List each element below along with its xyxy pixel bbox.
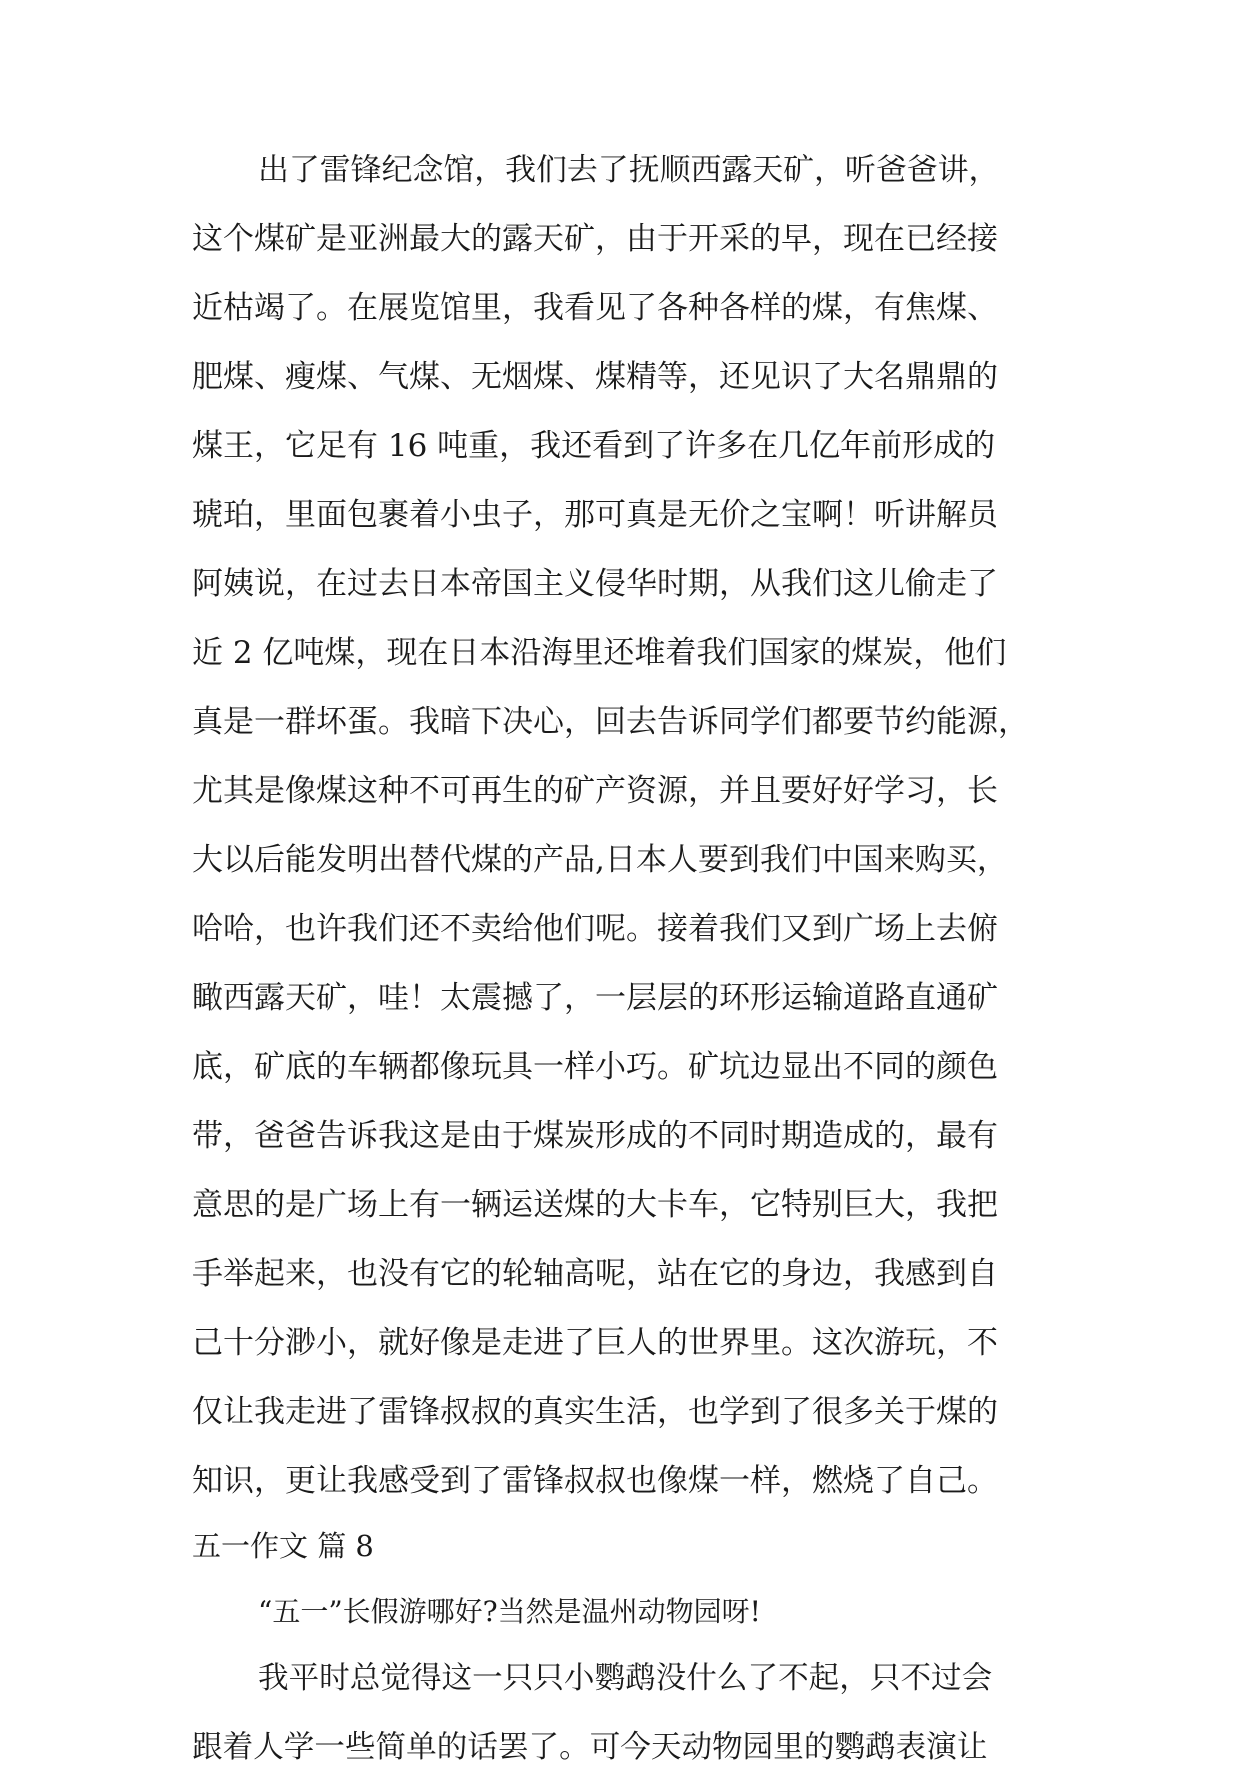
- paragraph-line: 煤王，它足有 16 吨重，我还看到了许多在几亿年前形成的: [192, 428, 996, 464]
- paragraph-line: 哈哈，也许我们还不卖给他们呢。接着我们又到广场上去俯: [192, 911, 998, 947]
- paragraph-line: 近 2 亿吨煤，现在日本沿海里还堆着我们国家的煤炭，他们: [192, 635, 1007, 671]
- paragraph-line: 己十分渺小，就好像是走进了巨人的世界里。这次游玩，不: [192, 1325, 998, 1361]
- paragraph-line: 真是一群坏蛋。我暗下决心，回去告诉同学们都要节约能源，: [192, 704, 1029, 740]
- paragraph-line: 肥煤、瘦煤、气煤、无烟煤、煤精等，还见识了大名鼎鼎的: [192, 359, 998, 395]
- paragraph-line: 带，爸爸告诉我这是由于煤炭形成的不同时期造成的，最有: [192, 1118, 998, 1154]
- section-heading: 五一作文 篇 8: [192, 1529, 374, 1563]
- paragraph-line: 瞰西露天矿，哇！太震撼了，一层层的环形运输道路直通矿: [192, 980, 998, 1016]
- paragraph-line: 仅让我走进了雷锋叔叔的真实生活，也学到了很多关于煤的: [192, 1394, 998, 1430]
- paragraph-line: 跟着人学一些简单的话罢了。可今天动物园里的鹦鹉表演让: [192, 1730, 988, 1765]
- paragraph-line: 意思的是广场上有一辆运送煤的大卡车，它特别巨大，我把: [192, 1187, 998, 1223]
- paragraph-line: 手举起来，也没有它的轮轴高呢，站在它的身边，我感到自: [192, 1256, 998, 1292]
- paragraph-line: 琥珀，里面包裹着小虫子，那可真是无价之宝啊！听讲解员: [192, 497, 998, 533]
- paragraph-line: 尤其是像煤这种不可再生的矿产资源，并且要好好学习，长: [192, 773, 998, 809]
- paragraph-line: 出了雷锋纪念馆，我们去了抚顺西露天矿，听爸爸讲，: [258, 152, 1000, 188]
- paragraph-line: 近枯竭了。在展览馆里，我看见了各种各样的煤，有焦煤、: [192, 290, 998, 326]
- paragraph-line: 知识，更让我感受到了雷锋叔叔也像煤一样，燃烧了自己。: [192, 1463, 998, 1499]
- paragraph-line: 阿姨说，在过去日本帝国主义侵华时期，从我们这儿偷走了: [192, 566, 998, 602]
- section-subtitle: “五一”长假游哪好?当然是温州动物园呀!: [258, 1595, 761, 1628]
- paragraph-line: 底，矿底的车辆都像玩具一样小巧。矿坑边显出不同的颜色: [192, 1049, 998, 1085]
- paragraph-line: 我平时总觉得这一只只小鹦鹉没什么了不起，只不过会: [258, 1661, 993, 1696]
- paragraph-line: 这个煤矿是亚洲最大的露天矿，由于开采的早，现在已经接: [192, 221, 998, 257]
- paragraph-line: 大以后能发明出替代煤的产品,日本人要到我们中国来购买，: [192, 842, 1008, 878]
